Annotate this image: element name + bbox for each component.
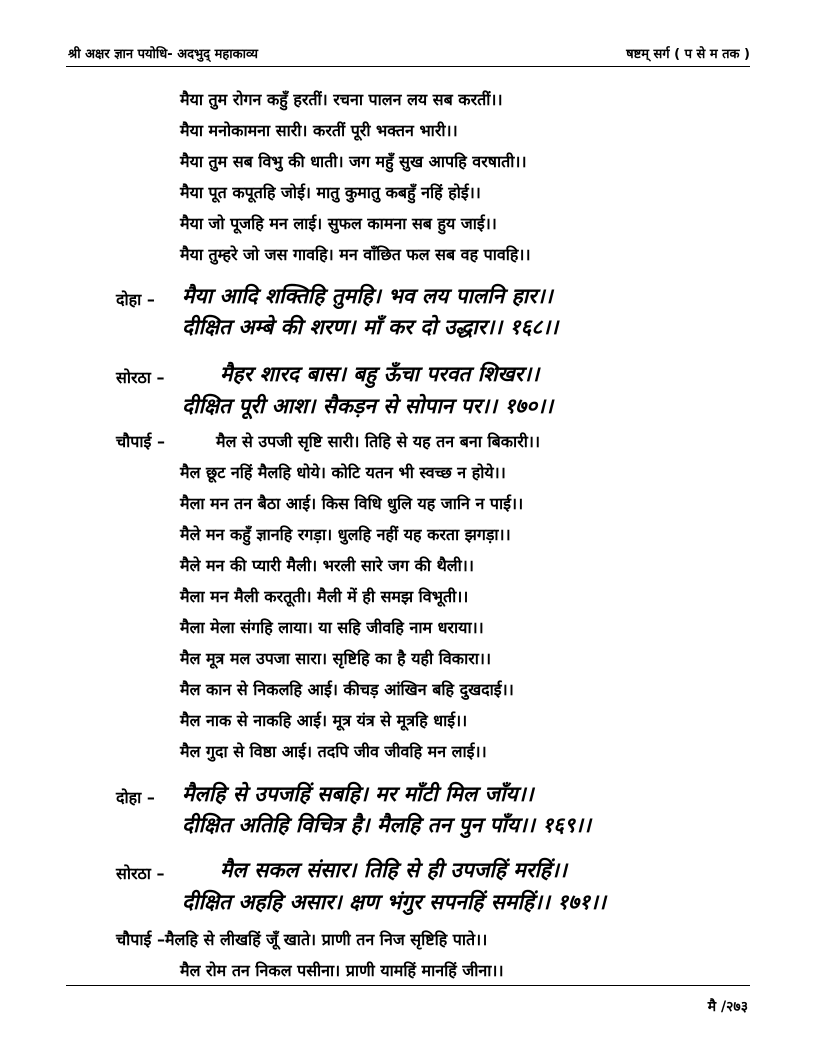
doha-label: दोहा –	[116, 290, 155, 309]
verse-line: मैल से उपजी सृष्टि सारी। तिहि से यह तन बना बिकारी।।	[216, 432, 541, 451]
page-number: मै /२७३	[707, 999, 748, 1015]
sortha-label: सोरठा –	[116, 368, 165, 387]
running-header-section: षष्टम् सर्ग ( प से म तक )	[626, 47, 750, 62]
sortha-line: दीक्षित अहहि असार। क्षण भंगुर सपनहिं समहिं।। १७१।।	[182, 890, 606, 914]
verse-line: मैले मन कहुँ ज्ञानहि रगड़ा। धुलहि नहीं यह करता झगड़ा।।	[180, 525, 511, 544]
verse-line: मैल नाक से नाकहि आई। मूत्र यंत्र से मूत्रहि धाई।।	[180, 711, 468, 730]
verse-line: मैला मन मैली करतूती। मैली में ही समझ विभूती।।	[180, 587, 469, 606]
sortha-label: सोरठा –	[116, 864, 165, 883]
sortha-line: मैहर शारद बास। बहु ऊँचा परवत शिखर।।	[220, 362, 540, 386]
verse-line: मैल रोम तन निकल पसीना। प्राणी यामहिं मानहिं जीना।।	[180, 961, 504, 980]
verse-line: मैया मनोकामना सारी। करतीं पूरी भक्तन भारी।।	[180, 121, 458, 140]
doha-label: दोहा –	[116, 788, 155, 807]
chaupai-label: चौपाई –	[116, 432, 165, 451]
verse-line: मैल कान से निकलहि आई। कीचड़ आंखिन बहि दुखदाई।।	[180, 680, 514, 699]
verse-line: मैया तुम सब विभु की धाती। जग महुँ सुख आपहि वरषाती।।	[180, 152, 527, 171]
sortha-line: मैल सकल संसार। तिहि से ही उपजहिं मरहिं।।	[220, 858, 567, 882]
verse-line: मैया जो पूजहि मन लाई। सुफल कामना सब हुय जाई।।	[180, 214, 497, 233]
doha-line: दीक्षित अतिहि विचित्र है। मैलहि तन पुन पाँय।। १६९।।	[182, 813, 591, 837]
verse-line: मैल छूट नहिं मैलहि धोये। कोटि यतन भी स्वच्छ न होये।।	[180, 463, 506, 482]
doha-line: मैलहि से उपजहिं सबहि। मर माँटी मिल जाँय।।	[182, 782, 534, 806]
verse-line: मैला मन तन बैठा आई। किस विधि धुलि यह जानि न पाई।।	[180, 494, 524, 513]
footer-rule	[66, 985, 750, 986]
verse-line: चौपाई –मैलहि से लीखहिं जूँ खाते। प्राणी तन निज सृष्टिहि पाते।।	[116, 930, 488, 949]
doha-line: मैया आदि शक्तिहि तुमहि। भव लय पालनि हार।।	[182, 284, 553, 308]
sortha-line: दीक्षित पूरी आश। सैकड़न से सोपान पर।। १७०।।	[182, 394, 554, 418]
doha-line: दीक्षित अम्बे की शरण। माँ कर दो उद्धार।। १६८।।	[182, 315, 559, 339]
verse-line: मैया तुम रोगन कहुँ हरतीं। रचना पालन लय सब करतीं।।	[180, 90, 503, 109]
verse-line: मैल मूत्र मल उपजा सारा। सृष्टिहि का है यही विकारा।।	[180, 649, 492, 668]
verse-line: मैया पूत कपूतहि जोई। मातु कुमातु कबहुँ नहिं होई।।	[180, 183, 481, 202]
verse-line: मैल गुदा से विष्ठा आई। तदपि जीव जीवहि मन लाई।।	[180, 742, 487, 761]
running-header-title: श्री अक्षर ज्ञान पयोधि- अदभुद् महाकाव्य	[68, 47, 258, 62]
header-rule	[66, 66, 750, 67]
verse-line: मैला मेला संगहि लाया। या सहि जीवहि नाम धराया।।	[180, 618, 484, 637]
verse-line: मैया तुम्हरे जो जस गावहि। मन वाँछित फल सब वह पावहि।।	[180, 245, 531, 264]
verse-line: मैले मन की प्यारी मैली। भरली सारे जग की थैली।।	[180, 556, 474, 575]
